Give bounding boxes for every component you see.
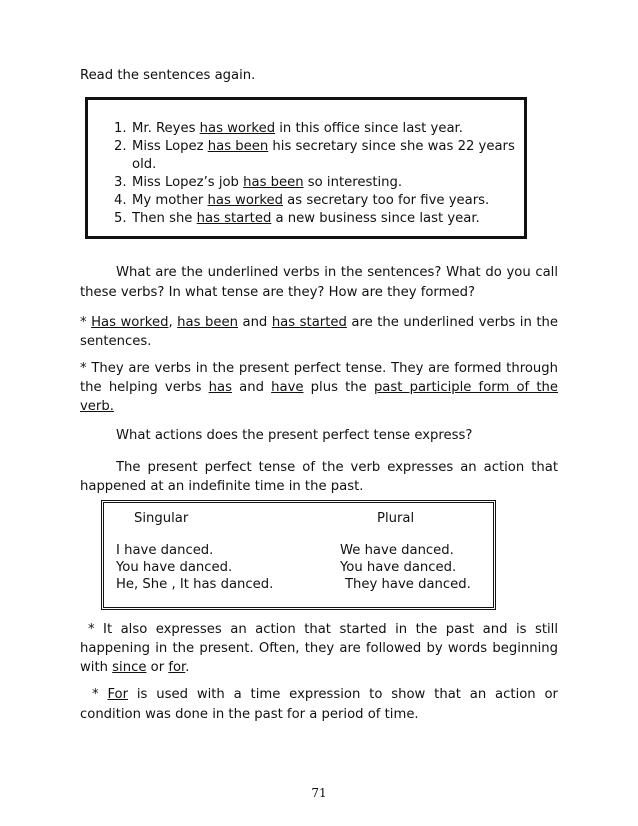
example-sentences-box	[85, 97, 527, 239]
sentence-item: 4. My mother has worked as secretary too for five years.	[114, 193, 490, 208]
plural-column	[340, 542, 471, 593]
page-number: 71	[311, 786, 327, 800]
plural-row: You have danced.	[340, 560, 457, 575]
sentence-item: 5. Then she has started a new business since last year.	[114, 211, 480, 226]
plural-row: They have danced.	[345, 577, 471, 592]
question-2: What actions does the present perfect tense express?	[116, 428, 473, 443]
answer-1: * Has worked, has been and has started are the underlined verbs in the sentences.	[80, 315, 558, 349]
singular-row: He, She , It has danced.	[116, 577, 274, 592]
definition: The present perfect tense of the verb expresses an action that happened at an indefinite time in the past.	[80, 460, 558, 494]
sentence-list	[114, 120, 524, 228]
conjugation-table	[101, 500, 496, 610]
plural-header: Plural	[377, 511, 415, 526]
singular-header: Singular	[134, 511, 189, 526]
answer-2: * They are verbs in the present perfect tense. They are formed through the helping verbs has and have plus the past participle form of the verb.	[80, 361, 559, 414]
plural-row: We have danced.	[340, 543, 454, 558]
sentence-item: 2. Miss Lopez has been his secretary since she was 22 years old.	[114, 139, 515, 172]
question-1: What are the underlined verbs in the sentences? What do you call these verbs? In what tense are they? How are they formed?	[80, 265, 558, 300]
singular-row: You have danced.	[116, 560, 233, 575]
sentence-item: 1. Mr. Reyes has worked in this office since last year.	[114, 121, 463, 136]
singular-column	[116, 542, 273, 593]
paragraph-also: * It also expresses an action that started in the past and is still happening in the present. Often, they are followed by words beginning with since or for.	[80, 622, 558, 675]
intro-text: Read the sentences again.	[80, 68, 256, 83]
sentence-item: 3. Miss Lopez’s job has been so interesting.	[114, 175, 403, 190]
singular-row: I have danced.	[116, 543, 214, 558]
paragraph-for: * For is used with a time expression to show that an action or condition was done in the past for a period of time.	[80, 687, 558, 722]
